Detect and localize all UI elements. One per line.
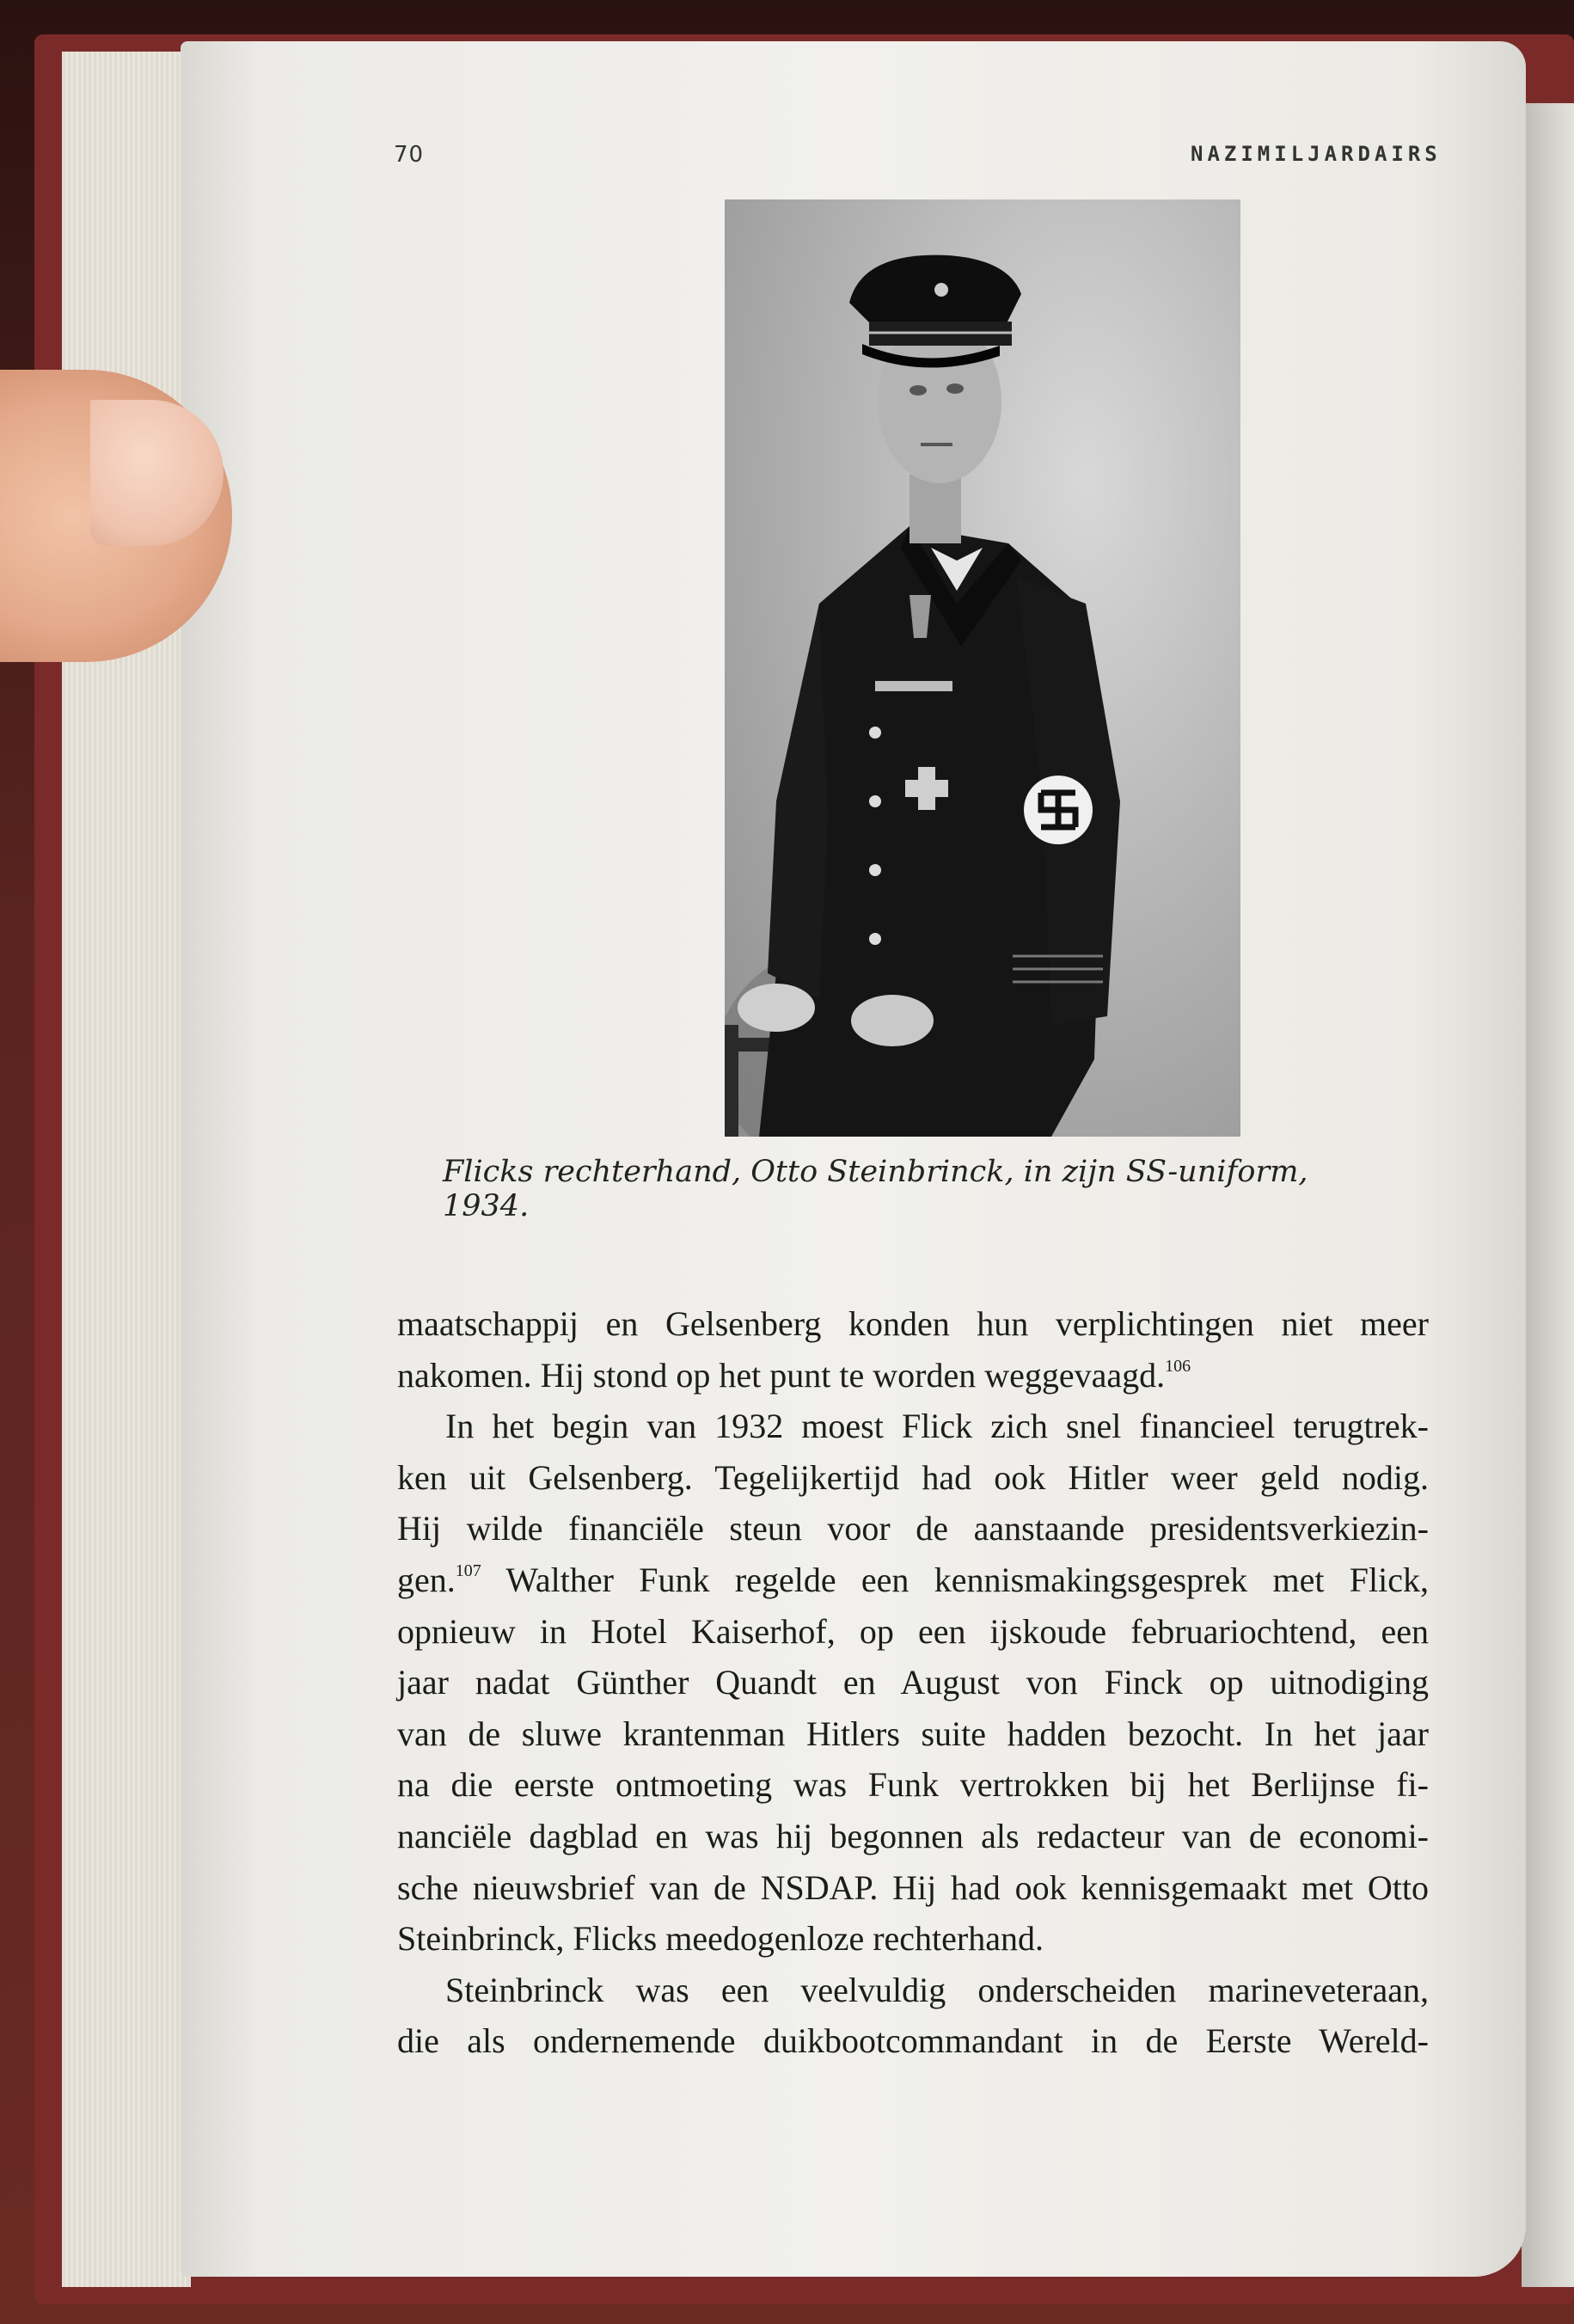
footnote-marker: 107 [455, 1561, 481, 1580]
portrait-photo [725, 199, 1240, 1137]
text-line: ken uit Gelsenberg. Tegelijkertijd had ook Hitler weer geld nodig. [397, 1457, 1429, 1497]
body-text [397, 1298, 1429, 2067]
text-line: Steinbrinck was een veelvuldig onderscheiden marineveteraan, [445, 1970, 1429, 2009]
text-line-content: Walther Funk regelde een kennismakingsgesprek met Flick, [481, 1560, 1429, 1599]
facing-page-edge [1522, 103, 1574, 2287]
text-line: maatschappij en Gelsenberg konden hun verplichtingen niet meer [397, 1304, 1429, 1343]
figure-caption: Flicks rechterhand, Otto Steinbrinck, in zijn SS-uniform, 1934. [443, 1155, 1308, 1223]
text-line: sche nieuwsbrief van de NSDAP. Hij had ook kennisgemaakt met Otto [397, 1867, 1429, 1907]
page-number: 70 [394, 142, 425, 168]
text-line: In het begin van 1932 moest Flick zich snel financieel terugtrek- [445, 1407, 1429, 1446]
text-line: van de sluwe krantenman Hitlers suite hadden bezocht. In het jaar [397, 1714, 1429, 1753]
text-line [397, 1554, 1429, 1606]
text-line: jaar nadat Günther Quandt en August von Finck op uitnodiging [397, 1663, 1429, 1702]
text-line-content: gen. [397, 1560, 456, 1599]
uniformed-man-illustration [725, 199, 1240, 1137]
text-line-content: nakomen. Hij stond op het punt te worden weggevaagd. [397, 1355, 1166, 1395]
text-line: nanciële dagblad en was hij begonnen als redacteur van de economi- [397, 1816, 1429, 1855]
text-line: Steinbrinck, Flicks meedogenloze rechterhand. [397, 1919, 1044, 1959]
text-line: opnieuw in Hotel Kaiserhof, op een ijskoude februariochtend, een [397, 1611, 1429, 1651]
text-line: Hij wilde financiële steun voor de aanstaande presidentsverkiezin- [397, 1509, 1429, 1548]
footnote-marker: 106 [1165, 1356, 1191, 1376]
text-line: die als ondernemende duikbootcommandant in de Eerste Wereld- [397, 2021, 1429, 2061]
running-head: NAZIMILJARDAIRS [1191, 142, 1442, 166]
text-line [397, 1350, 1429, 1401]
text-line: na die eerste ontmoeting was Funk vertrokken bij het Berlijnse fi- [397, 1765, 1429, 1805]
